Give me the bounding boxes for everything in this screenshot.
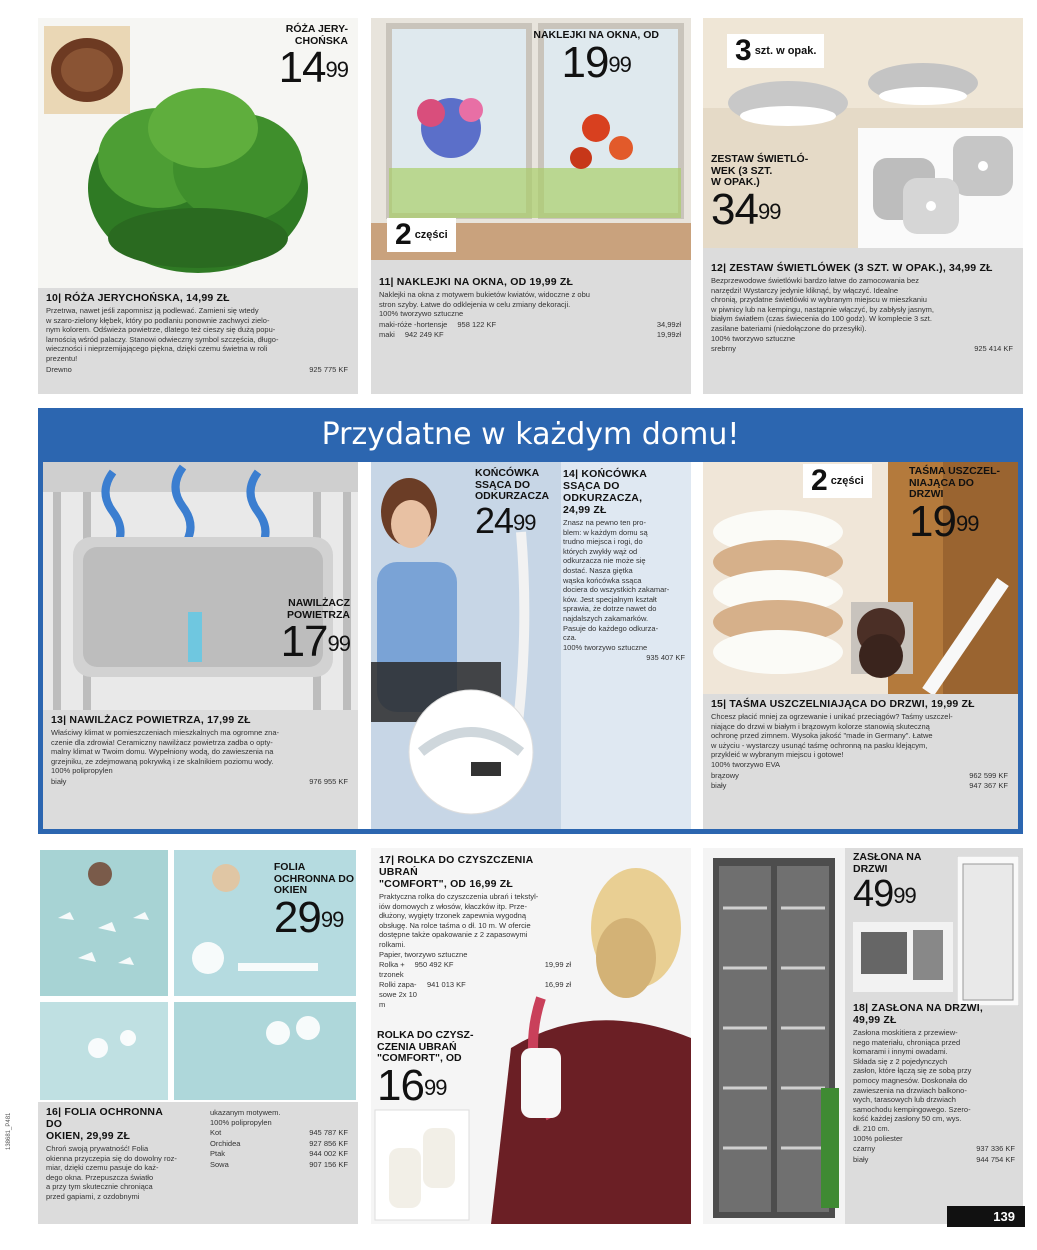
product-heading: 16| FOLIA OCHRONNA DO OKIEN, 29,99 ZŁ — [46, 1106, 163, 1142]
price-value: $19^{99}$ — [561, 37, 631, 87]
product-description: Praktyczna rolka do czyszczenia ubrań i tekstyl- iów domowych z włosów, kłaczków itp. Prze- dłużony, wygięty trzonek zapewnia wygodną obsługę. Na rolce taśma o dł. 10 m. W ofercie dostępne także opakowanie z 2 zapasowymi rolkami. Papier, tworzywo sztuczne — [379, 892, 539, 959]
variant-row: Ptak 944 002 KF — [210, 1149, 348, 1159]
price-name: ROLKA DO CZYSZ- CZENIA UBRAŃ "COMFORT", OD — [377, 1029, 474, 1064]
variant-row: 935 407 KF — [646, 653, 685, 663]
price-name: FOLIA OCHRONNA DO OKIEN — [273, 861, 354, 896]
vacuum-nozzle-price-tag — [475, 468, 549, 539]
price-value: $24^{99}$ — [475, 499, 536, 541]
product-card-door-curtain — [703, 848, 1023, 1224]
window-film-price-tag — [273, 861, 354, 942]
variant-row: srebrny 925 414 KF — [711, 344, 1013, 354]
price-value: $29^{99}$ — [273, 892, 344, 942]
variant-row: brązowy 962 599 KF — [711, 770, 1008, 780]
product-description: Przetrwa, nawet jeśli zapomnisz ją podlewać. Zamieni się wtedy w szaro-zielony kłębek, który po podlaniu ponownie zachwyci zielo- nym kolorem. Odświeża powietrze, dlatego też cieszy się dużą popu- larnością wśród palaczy. Stanowi odwieczny symbol szczęścia, długo- wieczności i nieprzemijającego piękna, dzięki czemu świetna w roli prezentu! — [46, 306, 279, 363]
variant-row: Kot 945 787 KF — [210, 1128, 348, 1138]
product-heading: 15| TAŚMA USZCZELNIAJĄCA DO DRZWI, 19,99 ZŁ — [711, 698, 975, 710]
door-curtain-photo — [703, 848, 845, 1224]
product-card-sealing-tape — [703, 462, 1018, 829]
lint-roller-price-tag — [377, 1029, 474, 1110]
product-heading: 10| RÓŻA JERYCHOŃSKA, 14,99 ZŁ — [46, 292, 230, 304]
variant-row: Sowa 907 156 KF — [210, 1159, 348, 1169]
page-number: 139 — [947, 1206, 1025, 1227]
product-heading: 13| NAWILŻACZ POWIETRZA, 17,99 ZŁ — [51, 714, 251, 726]
rose-price-tag — [278, 23, 348, 92]
variant-row: biały 947 367 KF — [711, 781, 1008, 791]
price-value: $49^{99}$ — [853, 873, 916, 915]
lights-price-tag — [711, 153, 809, 234]
parts-badge: 2 części — [803, 464, 872, 498]
price-value: $19^{99}$ — [909, 496, 979, 546]
variant-row: biały 976 955 KF — [51, 776, 348, 786]
window-stickers-price-tag — [533, 29, 659, 87]
product-heading: 11| NAKLEJKI NA OKNA, OD 19,99 ZŁ — [379, 276, 574, 288]
price-value: $14^{99}$ — [278, 43, 348, 92]
product-heading: 12| ZESTAW ŚWIETLÓWEK (3 SZT. W OPAK.), 34,99 ZŁ — [711, 262, 993, 274]
quantity-badge: 3 szt. w opak. — [727, 34, 824, 68]
price-value: $34^{99}$ — [711, 184, 781, 234]
price-name: RÓŻA JERY- CHOŃSKA — [285, 23, 348, 47]
product-card-rose — [38, 18, 358, 394]
variant-row: maki 942 249 KF 19,99zł — [379, 330, 681, 340]
print-code: 138681_P481 — [6, 1112, 12, 1150]
product-description: Naklejki na okna z motywem bukietów kwiatów, widoczne z obu stron szyby. Łatwe do odklejenia w celu zmiany dekoracji. 100% tworzywo sztuczne — [379, 290, 590, 319]
price-value: $16^{99}$ — [377, 1060, 447, 1110]
humidifier-price-tag — [280, 597, 350, 666]
product-card-lights — [703, 18, 1023, 394]
product-heading: 17| ROLKA DO CZYSZCZENIA UBRAŃ "COMFORT", OD 16,99 ZŁ — [379, 854, 533, 890]
door-curtain-magnets-image — [853, 922, 953, 992]
variant-row: czarny 937 336 KF — [853, 1144, 1015, 1154]
product-description: Zasłona moskitiera z przewiew- nego materiału, chroniąca przed komarami i innymi owadami. Składa się z 2 pojedynczych zasłon, które łączą się ze sobą przy pomocy magnesów. Doskonała do zawieszenia na drzwiach balkono- wych, tarasowych lub drzwiach samochodu kempingowego. Szero- kość każdej zasłony 50 cm, wys. dł. 210 cm. 100% poliester — [853, 1028, 972, 1143]
parts-badge: 2 części — [387, 218, 456, 252]
product-description-extra: ukazanym motywem. 100% polipropylen — [210, 1108, 281, 1127]
variant-row: Rolki zapa- sowe 2x 10 m 941 013 KF 16,99 zł — [379, 980, 571, 1009]
product-heading: 18| ZASŁONA NA DRZWI, 49,99 ZŁ — [853, 1002, 984, 1026]
product-description: Znasz na pewno ten pro- blem: w każdym domu są trudno miejsca i rogi, do których zwykły wąż od odkurzacza nie może się dostać. Nasza giętka wąska końcówka ssąca dociera do wszystkich zakamar- ków. Jest specjalnym kształt sprawia, że dotrze nawet do najdalszych zakamarków. Pasuje do każdego odkurza- cza. 100% tworzywo sztuczne — [563, 518, 670, 652]
product-card-window-film — [38, 848, 358, 1224]
product-card-humidifier — [43, 462, 358, 829]
price-name: KOŃCÓWKA SSĄCA DO ODKURZACZA — [475, 467, 550, 502]
sealing-tape-price-tag — [909, 465, 1000, 546]
product-description: Właściwy klimat w pomieszczeniach mieszkalnych ma ogromne zna- czenie dla zdrowia! Ceramiczny nawilżacz powietrza zadba o opty- malny klimat w Twoim domu. Wypełniony wodą, do zawieszenia na grzejniku, ze zdejmowaną pokrywką i ze skalnikiem poziomu wody. 100% polipropylen — [51, 728, 279, 776]
price-name: ZESTAW ŚWIETLÓ- WEK (3 SZT. W OPAK.) — [711, 153, 809, 188]
product-description: Chroń swoją prywatność! Folia okienna przyczepia się do dowolny roz- miar, dzięki czemu pasuje do każ- dego okna. Przepuszcza światło a przy tym skutecznie chroniąca przed gapiami, z ozdobnymi — [46, 1144, 177, 1201]
variant-row: Rolka + trzonek 950 492 KF 19,99 zł — [379, 960, 571, 979]
price-name: NAKLEJKI NA OKNA, OD — [533, 29, 659, 41]
product-card-lint-roller — [371, 848, 691, 1224]
variant-row: Drewno 925 775 KF — [46, 364, 348, 374]
price-name: TAŚMA USZCZEL- NIAJĄCA DO DRZWI — [909, 465, 1000, 500]
price-name: ZASŁONA NA DRZWI — [853, 851, 922, 875]
door-curtain-price-tag — [853, 852, 921, 913]
product-description: Chcesz płacić mniej za ogrzewanie i unikać przeciągów? Taśmy uszczel- niające do drzwi w białym i brązowym kolorze stanowią skuteczną ochronę przed zimnem. Wysoka jakość "made in Germany". Łatwe w użyciu - wystarczy usunąć taśmę ochronną na pasku klejącym, przykleić w wybranym miejscu i gotowe! 100% tworzywo EVA — [711, 712, 953, 769]
price-name: NAWILŻACZ POWIETRZA — [287, 597, 350, 621]
humidifier-photo — [43, 462, 358, 710]
product-description: Bezprzewodowe świetlówki bardzo łatwe do zamocowania bez narzędzi! Wystarczy jedynie kliknąć, by włączyć. Idealne chronią, przydatne świetlówki w wybranym miejscu w mieszkaniu w piwnicy lub na kempingu, nastąpnie włączyć, by zabłysły jasnym, białym światłem (czas świecenia do 100 godz). W komplecie 3 szt. zasilane bateriami (niedołączone do przesyłki). 100% tworzywo sztuczne — [711, 276, 935, 343]
banner-title: Przydatne w każdym domu! — [321, 417, 740, 452]
variant-row: biały 944 754 KF — [853, 1154, 1015, 1164]
product-heading: 14| KOŃCÓWKA SSĄCA DO ODKURZACZA, 24,99 ZŁ — [563, 468, 648, 516]
product-card-window-stickers — [371, 18, 691, 394]
variant-row: maki-róże -hortensje 958 122 KF 34,99zł — [379, 319, 681, 329]
product-card-vacuum-nozzle — [371, 462, 691, 829]
door-curtain-detail-image — [957, 856, 1019, 1006]
variant-row: Orchidea 927 856 KF — [210, 1138, 348, 1148]
price-value: $17^{99}$ — [280, 617, 350, 666]
